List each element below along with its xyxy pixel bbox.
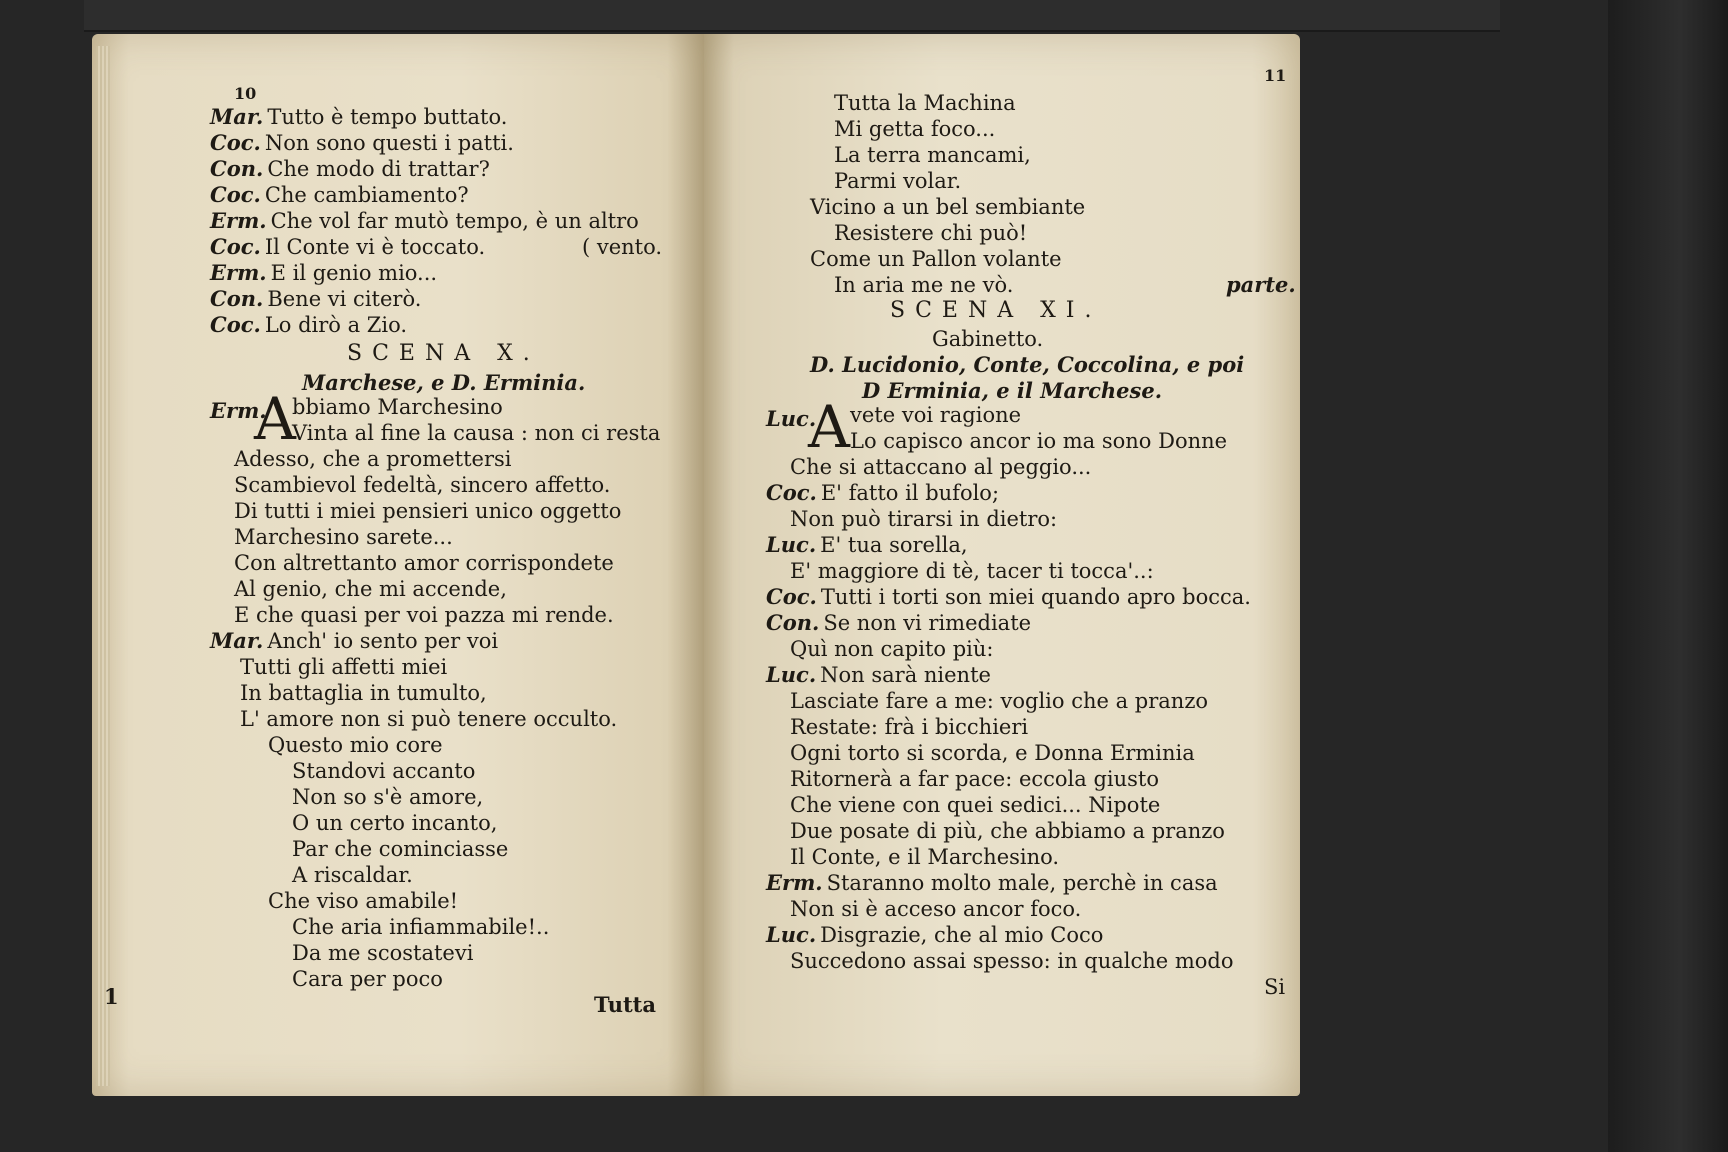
dialogue-line: Erm. Che vol far mutò tempo, è un altro [210, 208, 639, 233]
verse-line: A riscaldar. [292, 863, 413, 887]
verse-line: Par che cominciasse [292, 837, 509, 861]
margin-mark: 1 [104, 984, 119, 1009]
dialogue-line: Erm. E il genio mio... [210, 260, 438, 285]
verse-line: Cara per poco [292, 967, 443, 991]
verse-line: Resistere chi può! [834, 221, 1028, 245]
scene-characters: D Erminia, e il Marchese. [862, 378, 1163, 403]
dialogue-line: Coc. Tutti i torti son miei quando apro bocca. [766, 584, 1251, 609]
catchword: Tutta [594, 992, 656, 1017]
verse-line: Vinta al fine la causa : non ci resta [292, 421, 661, 445]
dialogue-line: Coc. Lo dirò a Zio. [210, 312, 408, 337]
verse-line: Adesso, che a promettersi [234, 447, 512, 471]
scene-heading: SCENA XI. [890, 298, 1102, 323]
scanner-top-band [84, 0, 1500, 32]
dialogue-line: Luc. Non sarà niente [766, 662, 991, 687]
dialogue-line: E' maggiore di tè, tacer ti tocca'..: [790, 559, 1154, 583]
scene-setting: Gabinetto. [932, 327, 1044, 351]
right-page [704, 34, 1300, 1096]
dialogue-line: Mar. Tutto è tempo buttato. [210, 104, 508, 129]
verse-line: L' amore non si può tenere occulto. [240, 707, 618, 731]
left-page [92, 34, 704, 1096]
dialogue-line: Coc. Non sono questi i patti. [210, 130, 514, 155]
verse-line: Tutti gli affetti miei [240, 655, 448, 679]
dialogue-line: Coc. E' fatto il bufolo; [766, 480, 1000, 505]
dialogue-line: Coc. Che cambiamento? [210, 182, 469, 207]
dialogue-line: Che viene con quei sedici... Nipote [790, 793, 1161, 817]
dialogue-line: Lasciate fare a me: voglio che a pranzo [790, 689, 1209, 713]
dialogue-line: Ogni torto si scorda, e Donna Erminia [790, 741, 1195, 765]
verse-line: In battaglia in tumulto, [240, 681, 487, 705]
verse-line: Mi getta foco... [834, 117, 996, 141]
verse-line: bbiamo Marchesino [292, 395, 503, 419]
speaker-label: Erm. [210, 398, 267, 423]
line-tail: ( vento. [582, 235, 663, 259]
dialogue-line: Quì non capito più: [790, 637, 994, 661]
open-book [92, 34, 1300, 1096]
verse-line: Con altrettanto amor corrispondete [234, 551, 614, 575]
verse-line: Che aria infiammabile!.. [292, 915, 550, 939]
verse-line: Che si attaccano al peggio... [790, 455, 1092, 479]
dialogue-line: Luc. E' tua sorella, [766, 532, 968, 557]
drop-cap: A [254, 385, 296, 453]
verse-line: Tutta la Machina [834, 91, 1016, 115]
scene-heading: SCENA X. [347, 341, 540, 366]
verse-line: Marchesino sarete... [234, 525, 453, 549]
verse-line: Da me scostatevi [292, 941, 474, 965]
verse-line: Lo capisco ancor io ma sono Donne [850, 429, 1228, 453]
verse-line: vete voi ragione [850, 403, 1022, 427]
stage-direction: parte. [1226, 272, 1296, 297]
dialogue-line: Coc. Il Conte vi è toccato. [210, 234, 486, 259]
dialogue-line: Con. Bene vi citerò. [210, 286, 422, 311]
scene-characters: D. Lucidonio, Conte, Coccolina, e poi [810, 352, 1245, 377]
dialogue-line: Ritornerà a far pace: eccola giusto [790, 767, 1159, 791]
verse-line: Questo mio core [268, 733, 443, 757]
verse-line: Parmi volar. [834, 169, 962, 193]
dialogue-line: Mar. Anch' io sento per voi [210, 628, 499, 653]
dialogue-line: Due posate di più, che abbiamo a pranzo [790, 819, 1225, 843]
verse-line: Come un Pallon volante [810, 247, 1062, 271]
verse-line: Scambievol fedeltà, sincero affetto. [234, 473, 611, 497]
dialogue-line: Con. Se non vi rimediate [766, 610, 1032, 635]
dialogue-line: Luc. Disgrazie, che al mio Coco [766, 922, 1104, 947]
catchword: Si [1264, 975, 1286, 999]
verse-line: In aria me ne vò. [834, 273, 1014, 297]
drop-cap: A [808, 393, 850, 461]
dialogue-line: Il Conte, e il Marchesino. [790, 845, 1060, 869]
dialogue-line: Non può tirarsi in dietro: [790, 507, 1058, 531]
verse-line: Vicino a un bel sembiante [810, 195, 1086, 219]
verse-line: Non so s'è amore, [292, 785, 484, 809]
dialogue-line: Non si è acceso ancor foco. [790, 897, 1082, 921]
dialogue-line: Erm. Staranno molto male, perchè in casa [766, 870, 1218, 895]
page-number: 10 [234, 84, 257, 103]
speaker-label: Luc. [766, 406, 817, 431]
verse-line: La terra mancami, [834, 143, 1031, 167]
verse-line: Standovi accanto [292, 759, 476, 783]
page-edges [96, 46, 110, 1086]
page-number: 11 [1264, 66, 1287, 85]
verse-line: Che viso amabile! [268, 889, 459, 913]
dialogue-line: Restate: frà i bicchieri [790, 715, 1029, 739]
dialogue-line: Con. Che modo di trattar? [210, 156, 490, 181]
scene-characters: Marchese, e D. Erminia. [302, 370, 586, 395]
verse-line: Al genio, che mi accende, [234, 577, 507, 601]
verse-line: O un certo incanto, [292, 811, 498, 835]
verse-line: Di tutti i miei pensieri unico oggetto [234, 499, 622, 523]
dialogue-line: Succedono assai spesso: in qualche modo [790, 949, 1234, 973]
verse-line: E che quasi per voi pazza mi rende. [234, 603, 614, 627]
scanner-right-strip [1608, 0, 1728, 1152]
